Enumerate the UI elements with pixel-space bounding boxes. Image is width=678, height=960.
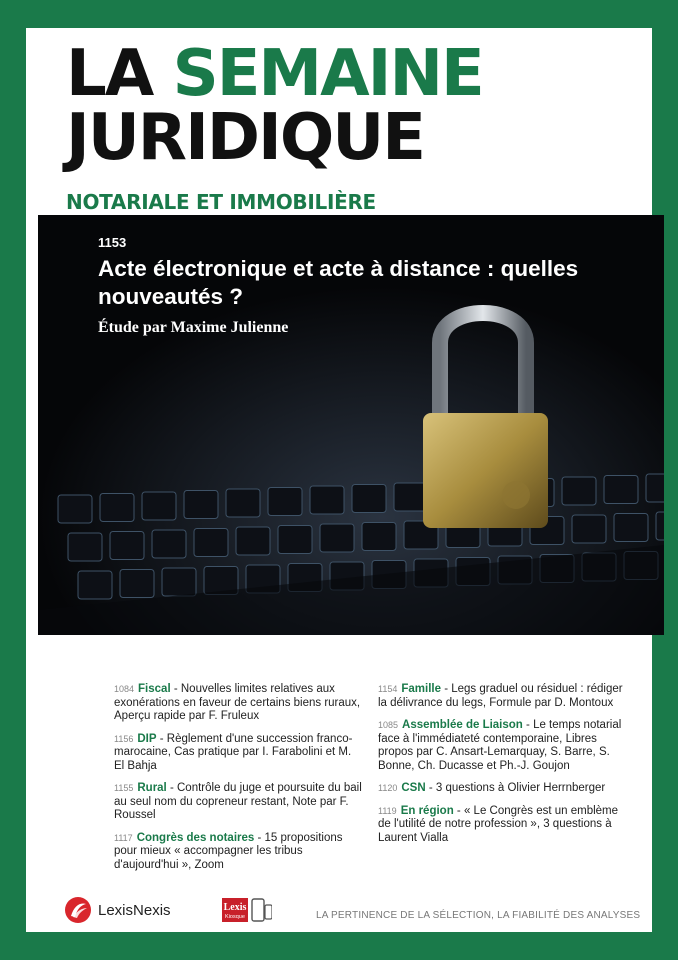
keyboard-key [362,523,396,551]
keyboard-key [194,529,228,557]
keyboard-key [562,477,596,505]
entry-rubric: En région [400,804,454,817]
keyboard-key [58,495,92,523]
kiosque-label: Lexis [223,902,247,913]
tagline: LA PERTINENCE DE LA SÉLECTION, LA FIABILITÉ DES ANALYSES [316,910,641,921]
keyboard-key [226,489,260,517]
entry-separator: - [441,683,452,695]
keyboard-key [572,515,606,543]
keyboard-key [614,514,648,542]
keyboard-key [320,524,354,552]
keyboard-key [184,491,218,519]
entry-rubric: Assemblée de Liaison [402,719,523,731]
summary-entry [378,805,628,846]
entry-separator: - [166,782,177,794]
keyboard-key [394,483,428,511]
keyboard-key [352,485,386,513]
keyboard-key [646,474,664,502]
publisher-logo [64,896,171,924]
entry-separator: - [254,831,265,844]
entry-text: 15 propositions pour mieux « accompagner les tribus d'aujourd'hui », Zoom [114,831,343,871]
summary-entry [378,782,628,796]
keyboard-key [142,492,176,520]
entry-rubric: CSN [401,782,426,794]
keyboard-key [236,527,270,555]
entry-text: Legs graduel ou résiduel : rédiger la délivrance du legs, Formule par D. Montoux [378,683,623,709]
keyboard-key [310,486,344,514]
entry-separator: - [522,719,534,731]
summary-entry [114,733,364,774]
entry-separator: - [425,782,436,794]
entry-rubric: Congrès des notaires [136,831,255,844]
summary-entry [378,683,628,710]
summary-entry [114,683,364,724]
entry-text: Règlement d'une succession franco-marocaine, Cas pratique par I. Farabolini et M. El Bahja [114,732,353,772]
entry-rubric: DIP [137,732,157,745]
entry-text: Le temps notarial face à l'immédiateté contemporaine, Libres propos par C. Ansart-Lemarquay, S. Barre, S. Bonne, Ch. Ducasse et Ph.-J. Goujon [378,719,622,772]
entry-rubric: Famille [401,683,441,695]
summary-left-column [114,683,364,881]
keyboard-key [278,526,312,554]
cover-story-number: 1153 [98,235,127,250]
publisher-name: LexisNexis [98,901,171,919]
entry-number: 1156 [114,733,134,744]
entry-number: 1155 [114,783,134,793]
summary-right-column [378,683,628,854]
keyboard-key [656,512,664,540]
keyboard-key [162,568,196,596]
masthead-juridique: JURIDIQUE [66,101,424,175]
entry-text: 3 questions à Olivier Herrnberger [435,782,606,794]
entry-number: 1085 [378,720,399,730]
entry-text: Contrôle du juge et poursuite du bail au seul nom du copreneur restant, Note par F. Roussel [114,782,362,821]
summary-entry [114,782,364,823]
masthead-semaine: SEMAINE [172,37,483,111]
entry-separator: - [170,683,181,695]
kiosque-sub: Kiosque [225,914,245,920]
masthead-la: LA [66,37,153,111]
keyboard-key [110,532,144,560]
lexisnexis-emblem-icon [64,896,92,924]
keyboard-key [100,494,134,522]
entry-separator: - [156,732,167,745]
summary-entry [114,832,364,873]
entry-text: « Le Congrès est un emblème de l'utilité de notre profession », 3 questions à Laurent Vialla [378,804,619,844]
entry-number: 1120 [378,783,398,793]
entry-separator: - [453,804,464,817]
keyboard-key [268,488,302,516]
entry-number: 1117 [114,832,133,843]
cover-story-author: Étude par Maxime Julienne [98,319,289,336]
edition-subtitle: NOTARIALE ET IMMOBILIÈRE [66,190,376,214]
keyboard-key [68,533,102,561]
keyboard-key [152,530,186,558]
keyboard-key [604,476,638,504]
kiosque-badge [222,896,272,929]
keyboard-key [120,570,154,598]
entry-number: 1154 [378,684,398,694]
cover-story-title: Acte électronique et acte à distance : quelles nouveautés ? [98,256,579,309]
entry-number: 1084 [114,684,135,694]
kiosque-devices-icon [222,896,272,924]
entry-number: 1119 [378,805,397,816]
entry-rubric: Fiscal [138,683,171,695]
summary-entry [378,719,628,773]
keyboard-key [78,571,112,599]
cover-story-banner [38,215,664,635]
masthead [66,37,483,175]
entry-text: Nouvelles limites relatives aux exonérations en faveur de certains biens ruraux, Aperçu rapide par F. Fruleux [114,683,361,722]
entry-rubric: Rural [137,782,167,794]
